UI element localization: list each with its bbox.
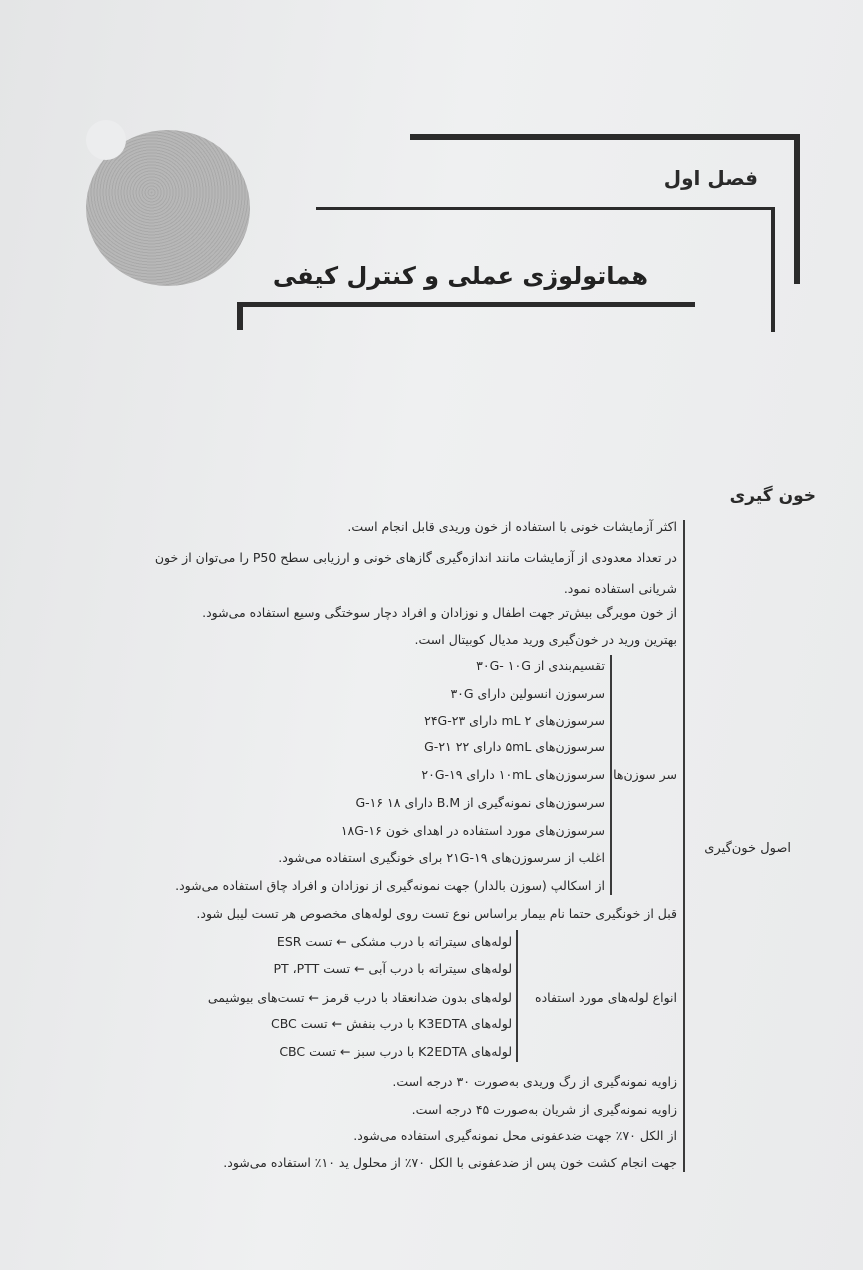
needle-line-2: سرسوزن انسولین دارای ۳۰G	[450, 686, 605, 701]
needle-line-1: تقسیم‌بندی از ۳۰G- ۱۰G	[476, 658, 605, 673]
closing-line-2: زاویه نمونه‌گیری از شریان به‌صورت ۴۵ درجه است.	[411, 1102, 677, 1117]
header-bar-left	[237, 302, 243, 330]
circle-notch	[86, 120, 126, 160]
needle-line-6: سرسوزن‌های نمونه‌گیری از B.M دارای ۱۸ G-۱۶	[355, 795, 605, 810]
needle-line-3: سرسوزن‌های ۲ mL دارای ۲۴G-۲۳	[424, 713, 605, 728]
tubes-label: انواع لوله‌های مورد استفاده	[535, 990, 677, 1005]
needle-line-9: از اسکالپ (سوزن بالدار) جهت نمونه‌گیری از نوزادان و افراد چاق استفاده می‌شود.	[175, 878, 605, 893]
chapter-label: فصل اول	[663, 166, 758, 190]
tube-line-4: لوله‌های K3EDTA با درب بنفش ← تست CBC	[270, 1016, 512, 1031]
needle-line-4: سرسوزن‌های ۵mL دارای ۲۲ G-۲۱	[424, 739, 605, 754]
tube-line-2: لوله‌های سیتراته با درب آبی ← تست PT ،PTT	[273, 961, 512, 976]
principles-bracket	[683, 520, 685, 1172]
closing-line-1: زاویه نمونه‌گیری از رگ وریدی به‌صورت ۳۰ درجه است.	[392, 1074, 677, 1089]
needle-line-8: اغلب از سرسوزن‌های ۲۱G-۱۹ برای خونگیری استفاده می‌شود.	[278, 850, 605, 865]
intro-line-2: در تعداد معدودی از آزمایشات مانند اندازه‌گیری گازهای خونی و ارزیابی سطح P50 را می‌توان از خون	[154, 550, 677, 565]
header-bar-top	[410, 134, 800, 140]
closing-line-3: از الکل ۷۰٪ جهت ضدعفونی محل نمونه‌گیری استفاده می‌شود.	[353, 1128, 677, 1143]
header-bar-mid-right	[771, 207, 775, 332]
header-bar-right	[794, 134, 800, 284]
tube-line-5: لوله‌های K2EDTA با درب سبز ← تست CBC	[279, 1044, 512, 1059]
label-line: قبل از خونگیری حتما نام بیمار براساس نوع تست روی لوله‌های مخصوص هر تست لیبل شود.	[196, 906, 677, 921]
needle-line-5: سرسوزن‌های ۱۰mL دارای ۲۰G-۱۹	[421, 767, 605, 782]
tube-line-3: لوله‌های بدون ضدانعقاد با درب قرمز ← تست‌های بیوشیمی	[207, 990, 512, 1005]
tube-line-1: لوله‌های سیتراته با درب مشکی ← تست ESR	[276, 934, 512, 949]
intro-line-4: از خون مویرگی بیش‌تر جهت اطفال و نوزادان و افراد دچار سوختگی وسیع استفاده می‌شود.	[202, 605, 677, 620]
closing-line-4: جهت انجام کشت خون پس از ضدعفونی با الکل ۷۰٪ از محلول ید ۱۰٪ استفاده می‌شود.	[223, 1155, 677, 1170]
intro-line-1: اکثر آزمایشات خونی با استفاده از خون وریدی قابل انجام است.	[347, 519, 677, 534]
needles-label: سر سوزن‌ها	[613, 767, 677, 782]
intro-line-5: بهترین ورید در خون‌گیری ورید مدیال کوبیتال است.	[414, 632, 677, 647]
section-title: خون گیری	[729, 486, 816, 506]
header-bar-bottom	[237, 302, 695, 307]
principles-label: اصول خون‌گیری	[704, 841, 791, 856]
needles-bracket	[610, 655, 612, 895]
header-bar-mid	[316, 207, 775, 210]
tubes-bracket	[516, 930, 518, 1062]
intro-line-3: شریانی استفاده نمود.	[563, 581, 677, 596]
needle-line-7: سرسوزن‌های مورد استفاده در اهدای خون ۱۸G-۱۶	[340, 823, 605, 838]
chapter-title: هماتولوژی عملی و کنترل کیفی	[272, 262, 648, 290]
